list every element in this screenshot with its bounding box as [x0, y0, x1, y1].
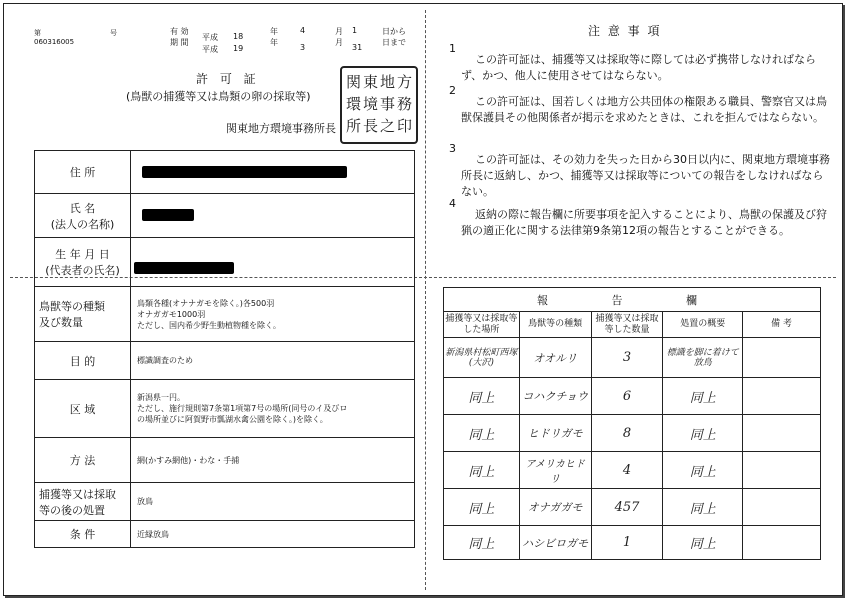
area-label: 区 域 [35, 380, 131, 438]
form-row-species [35, 287, 415, 342]
report-action: 同上 [663, 526, 743, 560]
birthdate-value [131, 238, 415, 287]
birthdate-label-sub: (代表者の氏名) [45, 264, 120, 277]
birthdate-label-cell [35, 238, 131, 287]
report-row [444, 452, 821, 489]
from-year: 18 [233, 32, 244, 41]
note-3-text: この許可証は、その効力を失った日から30日以内に、関東地方環境事務所長に返納し、かつ、捕獲等又は採取等についての報告をしなければならない。 [461, 153, 830, 198]
from-suffix: 日から [382, 27, 406, 36]
report-note [743, 378, 821, 415]
fold-line-vertical [425, 10, 426, 590]
report-count: 6 [591, 378, 663, 415]
species-label: 鳥獣等の種類 [39, 300, 105, 313]
report-row [444, 378, 821, 415]
birthdate-label: 生 年 月 日 [55, 248, 110, 261]
permit-form-table [34, 150, 415, 548]
svg-text:長: 長 [363, 117, 379, 135]
report-note [743, 452, 821, 489]
note-2-number: 2 [449, 84, 456, 97]
report-note [743, 415, 821, 452]
report-place: 同上 [444, 378, 520, 415]
report-species: コハクチョウ [519, 378, 591, 415]
purpose-label: 目 的 [35, 342, 131, 380]
note-3-number: 3 [449, 142, 456, 155]
notes-title: 注 意 事 項 [588, 24, 662, 38]
form-row-conditions [35, 521, 415, 548]
name-label-cell [35, 194, 131, 238]
validity-label-2: 期 間 [170, 38, 189, 47]
form-row-name [35, 194, 415, 238]
svg-text:東: 東 [363, 73, 379, 91]
report-count: 457 [591, 489, 663, 526]
permit-number: 060316005 [34, 38, 75, 46]
form-row-area [35, 380, 415, 438]
svg-text:方: 方 [397, 73, 413, 91]
note-4-number: 4 [449, 197, 456, 210]
form-row-method [35, 438, 415, 483]
redacted-representative [134, 262, 234, 274]
report-header-note: 備 考 [743, 312, 821, 338]
seal-graphic [342, 68, 416, 142]
name-label-sub: (法人の名称) [50, 217, 115, 231]
purpose-value: 標識調査のため [131, 342, 415, 380]
svg-text:所: 所 [346, 117, 362, 135]
name-label: 氏 名 [69, 201, 96, 215]
report-count: 1 [591, 526, 663, 560]
area-value [131, 380, 415, 438]
note-1-number: 1 [449, 42, 456, 55]
to-month: 3 [300, 43, 306, 52]
report-row [444, 415, 821, 452]
svg-text:境: 境 [363, 95, 379, 113]
svg-text:関: 関 [346, 73, 362, 91]
report-header-row [444, 312, 821, 338]
report-place: 新潟県村松町西塚(大沢) [444, 338, 520, 378]
report-title-row [444, 288, 821, 312]
redacted-name [142, 209, 194, 221]
species-label-sub: 及び数量 [39, 316, 83, 329]
disposition-label-cell [35, 483, 131, 521]
svg-text:環: 環 [346, 95, 362, 113]
official-seal [340, 66, 418, 144]
name-value [131, 194, 415, 238]
svg-text:印: 印 [397, 117, 413, 135]
to-year: 19 [233, 44, 244, 53]
from-era: 平成 [202, 33, 218, 42]
method-value: 網(かすみ網他)・わな・手捕 [131, 438, 415, 483]
note-2-text: この許可証は、国若しくは地方公共団体の権限ある職員、警察官又は鳥獣保護員その他関係者が掲示を求めたときは、これを拒んではならない。 [461, 95, 827, 124]
report-count: 3 [591, 338, 663, 378]
from-month-unit: 月 [335, 27, 343, 36]
report-place: 同上 [444, 489, 520, 526]
report-count: 8 [591, 415, 663, 452]
disposition-value: 放鳥 [131, 483, 415, 521]
note-4 [449, 196, 833, 250]
from-day: 1 [352, 26, 358, 35]
permit-number-suffix: 号 [110, 29, 117, 37]
report-header-count: 捕獲等又は採取等した数量 [591, 312, 663, 338]
species-line-2: オナガガモ1000羽 [137, 309, 206, 319]
report-row [444, 526, 821, 560]
area-line-1: 新潟県一円。 [137, 393, 185, 402]
report-title: 報 告 欄 [444, 288, 821, 312]
form-row-disposition [35, 483, 415, 521]
report-species: オナガガモ [519, 489, 591, 526]
report-action: 同上 [663, 489, 743, 526]
report-header-action: 処置の概要 [663, 312, 743, 338]
disposition-label: 捕獲等又は採取 [39, 487, 116, 501]
permit-title: 許 可 証 [196, 72, 260, 86]
address-label: 住 所 [35, 151, 131, 194]
report-action: 同上 [663, 452, 743, 489]
permit-subtitle: (鳥獣の捕獲等又は鳥類の卵の採取等) [126, 90, 311, 103]
svg-text:務: 務 [397, 95, 413, 113]
note-1-text: この許可証は、捕獲等又は採取等に際しては必ず携帯しなければならず、かつ、他人に使用させてはならない。 [461, 53, 816, 82]
report-note [743, 526, 821, 560]
address-value [131, 151, 415, 194]
validity-label-1: 有 効 [170, 27, 189, 36]
svg-text:地: 地 [380, 73, 396, 91]
from-year-unit: 年 [270, 27, 278, 36]
note-2 [449, 83, 833, 137]
report-table [443, 287, 821, 560]
to-year-unit: 年 [270, 38, 278, 47]
report-action: 同上 [663, 415, 743, 452]
report-species: オオルリ [519, 338, 591, 378]
report-action: 同上 [663, 378, 743, 415]
report-action: 標識を脚に着けて放鳥 [663, 338, 743, 378]
to-month-unit: 月 [335, 38, 343, 47]
report-row [444, 338, 821, 378]
report-species: ハシビロガモ [519, 526, 591, 560]
issuer-name: 関東地方環境事務所長 [226, 122, 336, 135]
report-species: ヒドリガモ [519, 415, 591, 452]
report-row [444, 489, 821, 526]
species-label-cell [35, 287, 131, 342]
area-line-3: の場所並びに阿賀野市瓢湖水禽公園を除く。)を除く。 [137, 415, 328, 424]
to-day: 31 [352, 43, 363, 52]
from-month: 4 [300, 26, 306, 35]
redacted-address [142, 166, 347, 178]
form-row-address [35, 151, 415, 194]
form-row-purpose [35, 342, 415, 380]
report-place: 同上 [444, 415, 520, 452]
to-era: 平成 [202, 45, 218, 54]
species-value [131, 287, 415, 342]
conditions-label: 条 件 [35, 521, 131, 548]
report-place: 同上 [444, 526, 520, 560]
svg-text:之: 之 [380, 117, 396, 135]
species-line-1: 鳥類各種(オナナガモを除く。)各500羽 [137, 298, 275, 308]
report-note [743, 338, 821, 378]
report-count: 4 [591, 452, 663, 489]
method-label: 方 法 [35, 438, 131, 483]
note-4-text: 返納の際に報告欄に所要事項を記入することにより、鳥獣の保護及び狩猟の適正化に関する法律第9条第12項の報告とすることができる。 [461, 208, 827, 237]
disposition-label-sub: 等の後の処置 [39, 503, 105, 517]
species-line-3: ただし、国内希少野生動植物種を除く。 [137, 320, 281, 330]
svg-text:事: 事 [380, 95, 396, 113]
area-line-2: ただし、施行規則第7条第1項第7号の場所(同号のイ及びロ [137, 404, 348, 413]
report-header-species: 鳥獣等の種類 [519, 312, 591, 338]
report-species: アメリカヒドリ [519, 452, 591, 489]
report-place: 同上 [444, 452, 520, 489]
form-row-birthdate [35, 238, 415, 287]
to-suffix: 日まで [382, 38, 406, 47]
permit-number-label: 第 [34, 29, 41, 37]
report-header-place: 捕獲等又は採取等した場所 [444, 312, 520, 338]
conditions-value: 近縁放鳥 [131, 521, 415, 548]
report-note [743, 489, 821, 526]
